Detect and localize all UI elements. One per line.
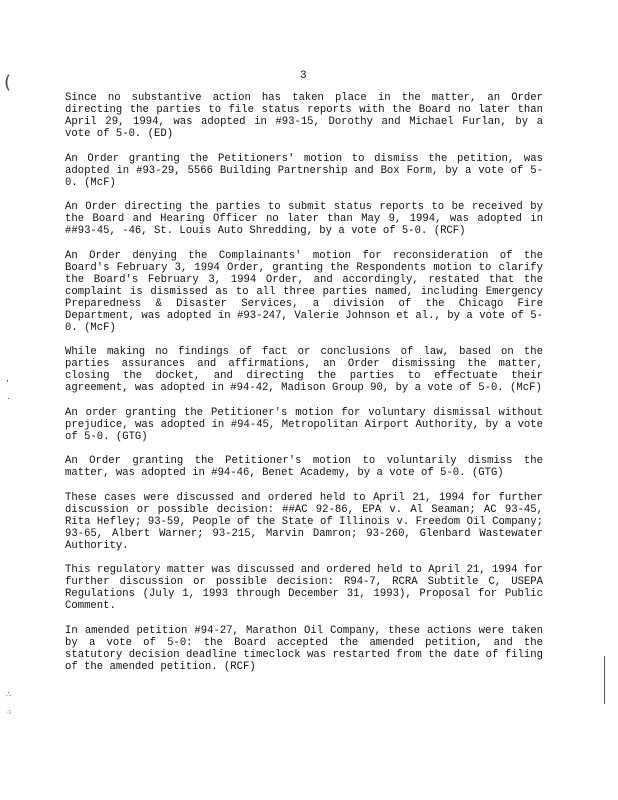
paragraph-valerie-johnson: An Order denying the Complainants' motion for reconsideration of the Board's February 3, 1994 Order, granting the Respondents motion to clarify the Board's February 3, 1994 Order, and accordingly, restated that the complaint is dismissed as to all three parties named, including Emergency Preparedness & Disaster Services, a division of the Chicago Fire Department, was adopted in #93-247, Valerie Johnson et al., by a vote of 5-0. (McF) bbox=[65, 249, 543, 334]
page-number: 3 bbox=[300, 70, 307, 82]
scan-mark-top-left: ( bbox=[4, 72, 12, 93]
paragraph-marathon-oil: In amended petition #94-27, Marathon Oil Company, these actions were taken by a vote of 5-0: the Board accepted the amended petition, and the statutory decision deadline timeclock was restarted from the date of filing of the amended petition. (RCF) bbox=[65, 624, 543, 673]
paragraph-benet-academy: An Order granting the Petitioner's motion to voluntarily dismiss the matter, was adopted in #94-46, Benet Academy, by a vote of 5-0. (GTG) bbox=[65, 455, 543, 479]
paragraph-regulatory-matter: This regulatory matter was discussed and ordered held to April 21, 1994 for further discussion or possible decision: R94-7, RCRA Subtitle C, USEPA Regulations (July 1, 1993 through December 31, 1993), Proposal for Public Comment. bbox=[65, 564, 543, 612]
scan-mark-left-middle-2: . bbox=[7, 392, 10, 402]
scan-mark-bottom-left-2: ⁘ bbox=[6, 708, 13, 717]
document-body bbox=[65, 92, 543, 685]
paragraph-held-cases: These cases were discussed and ordered held to April 21, 1994 for further discussion or possible decision: ##AC 92-86, EPA v. Al Seaman; AC 93-45, Rita Hefley; 93-59, People of the State of Illinois v. Freedom Oil Company; 93-65, Albert Warner; 93-215, Marvin Damron; 93-260, Glenbard Wastewater Authority. bbox=[65, 491, 543, 552]
paragraph-furlan: Since no substantive action has taken place in the matter, an Order directing the parties to file status reports with the Board no later than April 29, 1994, was adopted in #93-15, Dorothy and Michael Furlan, by a vote of 5-0. (ED) bbox=[65, 92, 543, 140]
scan-mark-left-middle: , bbox=[6, 374, 9, 384]
paragraph-5566-building: An Order granting the Petitioners' motion to dismiss the petition, was adopted in #93-29, 5566 Building Partnership and Box Form, by a vote of 5-0. (McF) bbox=[65, 152, 543, 189]
paragraph-madison-group: While making no findings of fact or conclusions of law, based on the parties assurances and affirmations, an Order dismissing the matter, closing the docket, and directing the parties to effectuate their agreement, was adopted in #94-42, Madison Group 90, by a vote of 5-0. (McF) bbox=[65, 346, 543, 394]
margin-line-right bbox=[604, 656, 605, 704]
paragraph-st-louis-auto: An Order directing the parties to submit status reports to be received by the Board and Hearing Officer no later than May 9, 1994, was adopted in ##93-45, -46, St. Louis Auto Shredding, by a vote of 5-0. (RCF) bbox=[65, 201, 543, 237]
scan-mark-bottom-left: ∴ bbox=[6, 690, 12, 699]
paragraph-metropolitan-airport: An order granting the Petitioner's motion for voluntary dismissal without prejudice, was adopted in #94-45, Metropolitan Airport Authority, by a vote of 5-0. (GTG) bbox=[65, 406, 543, 443]
